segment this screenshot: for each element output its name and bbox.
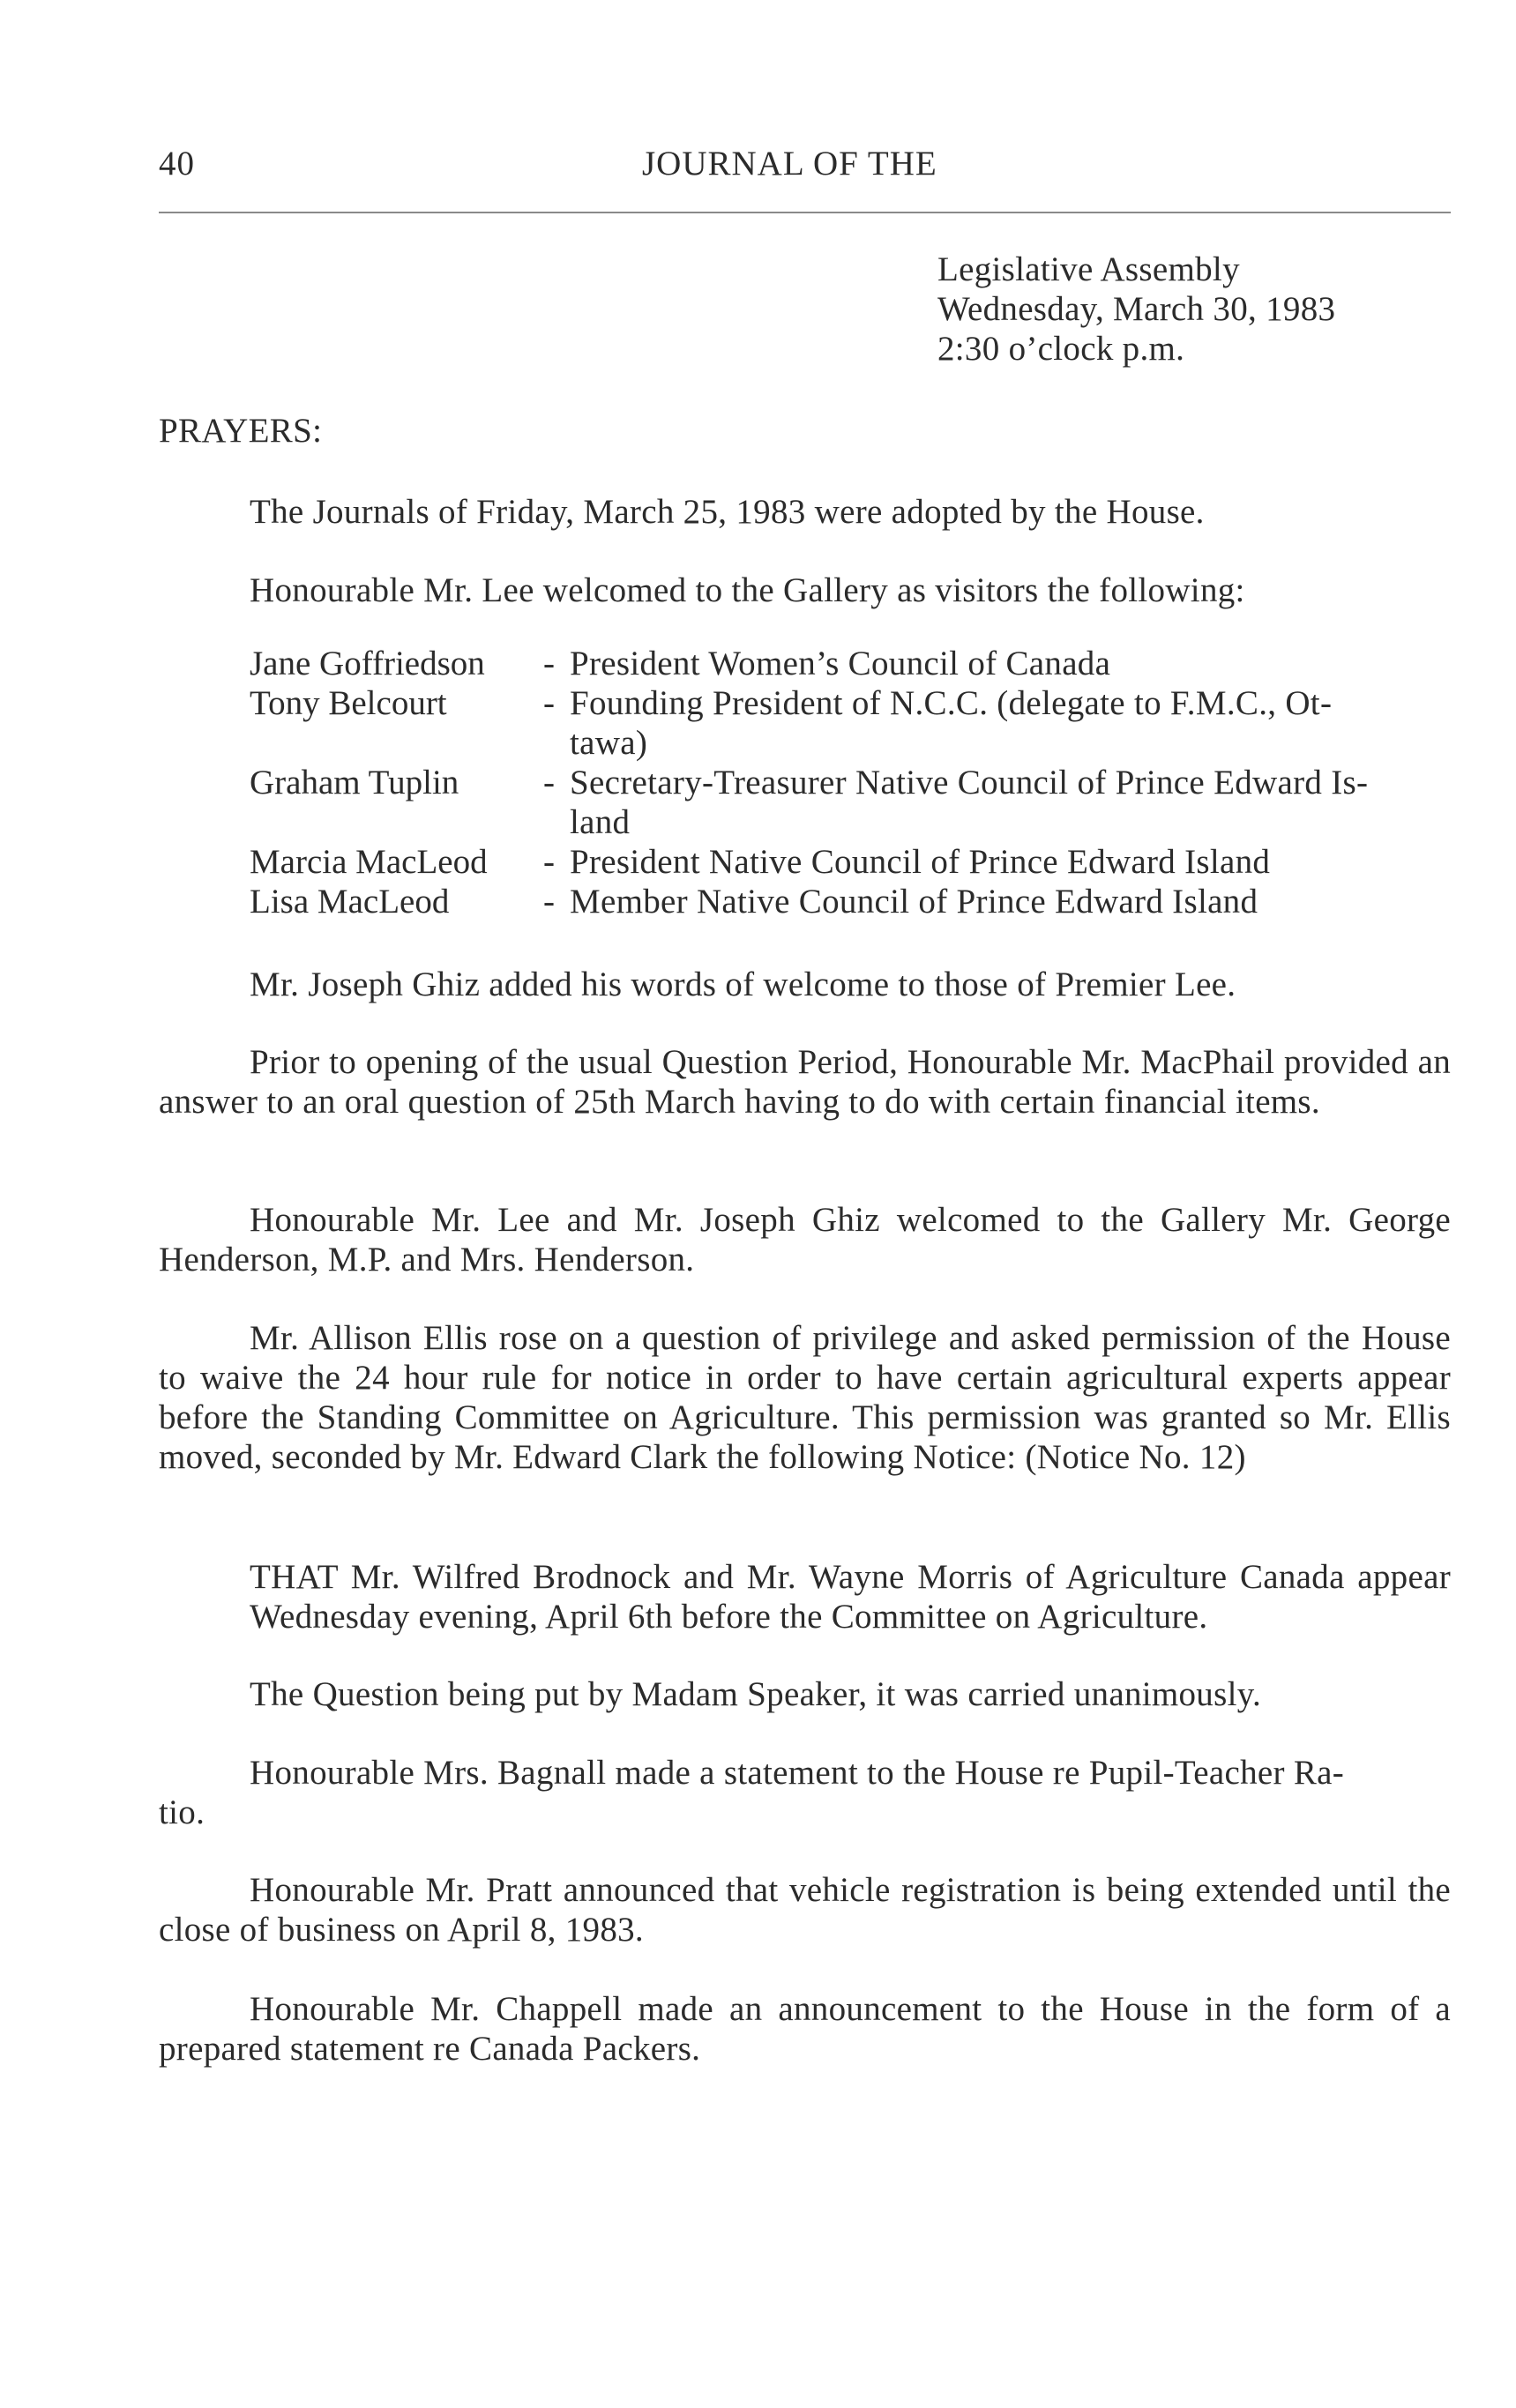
visitor-name: Marcia MacLeod — [250, 843, 488, 881]
visitor-entry — [250, 644, 1451, 683]
journals-adopted-text: The Journals of Friday, March 25, 1983 were adopted by the House. — [250, 493, 1205, 531]
visitor-title: President Native Council of Prince Edward Island — [570, 843, 1271, 881]
visitor-title: Member Native Council of Prince Edward Island — [570, 883, 1258, 921]
dateline-date: Wednesday, March 30, 1983 — [937, 290, 1336, 328]
visitor-dash: - — [543, 883, 555, 921]
visitor-entry — [250, 683, 1451, 723]
motion-paragraph: THAT Mr. Wilfred Brodnock and Mr. Wayne Morris of Agriculture Canada appear Wednesday evening, April 6th before the Committee on Agriculture. — [250, 1558, 1451, 1636]
macphail-paragraph: Prior to opening of the usual Question Period, Honourable Mr. MacPhail provided an answer to an oral question of 25th March having to do with certain financial items. — [159, 1043, 1451, 1121]
visitor-entry — [250, 882, 1451, 921]
visitor-name: Lisa MacLeod — [250, 883, 450, 921]
ghiz-welcome-paragraph: Mr. Joseph Ghiz added his words of welcome to those of Premier Lee. — [250, 965, 1236, 1003]
visitor-title-continued: land — [570, 803, 631, 841]
question-put-paragraph: The Question being put by Madam Speaker, it was carried unanimously. — [250, 1675, 1262, 1713]
visitor-title: Secretary-Treasurer Native Council of Prince Edward Is- — [570, 764, 1369, 801]
visitor-name: Tony Belcourt — [250, 684, 447, 722]
chappell-paragraph: Honourable Mr. Chappell made an announcement to the House in the form of a prepared statement re Canada Packers. — [159, 1990, 1451, 2068]
visitor-dash: - — [543, 684, 555, 722]
bagnall-paragraph-line2: tio. — [159, 1793, 205, 1831]
visitor-title: Founding President of N.C.C. (delegate to F.M.C., Ot- — [570, 684, 1333, 722]
dateline-time: 2:30 o’clock p.m. — [937, 330, 1185, 368]
visitor-title: President Women’s Council of Canada — [570, 645, 1111, 682]
page-number: 40 — [159, 145, 195, 183]
prayers-heading: PRAYERS: — [159, 412, 323, 450]
visitor-dash: - — [543, 764, 555, 801]
visitor-title-continued: tawa) — [570, 724, 648, 762]
visitor-entry-continued — [250, 802, 1451, 842]
bagnall-paragraph-line1: Honourable Mrs. Bagnall made a statement to the House re Pupil-Teacher Ra- — [250, 1754, 1345, 1792]
visitor-name: Graham Tuplin — [250, 764, 459, 801]
dateline-assembly: Legislative Assembly — [937, 250, 1240, 288]
visitor-entry — [250, 763, 1451, 802]
visitor-entry-continued — [250, 723, 1451, 763]
dateline — [937, 250, 1335, 369]
header-rule — [159, 212, 1451, 213]
visitor-name: Jane Goffriedson — [250, 645, 485, 682]
welcome-intro-text: Honourable Mr. Lee welcomed to the Gallery as visitors the following: — [250, 571, 1245, 609]
henderson-paragraph: Honourable Mr. Lee and Mr. Joseph Ghiz welcomed to the Gallery Mr. George Henderson, M.P. and Mrs. Henderson. — [159, 1201, 1451, 1279]
running-title: JOURNAL OF THE — [642, 145, 937, 183]
visitor-dash: - — [543, 843, 555, 881]
visitor-dash: - — [543, 645, 555, 682]
ellis-paragraph: Mr. Allison Ellis rose on a question of privilege and asked permission of the House to waive the 24 hour rule for notice in order to have certain agricultural experts appear before the Standing Committee on Agriculture. This permission was granted so Mr. Ellis moved, seconded by Mr. Edward Clark the following Notice: (Notice No. 12) — [159, 1319, 1451, 1476]
pratt-paragraph: Honourable Mr. Pratt announced that vehicle registration is being extended until the close of business on April 8, 1983. — [159, 1871, 1451, 1949]
visitor-entry — [250, 842, 1451, 882]
